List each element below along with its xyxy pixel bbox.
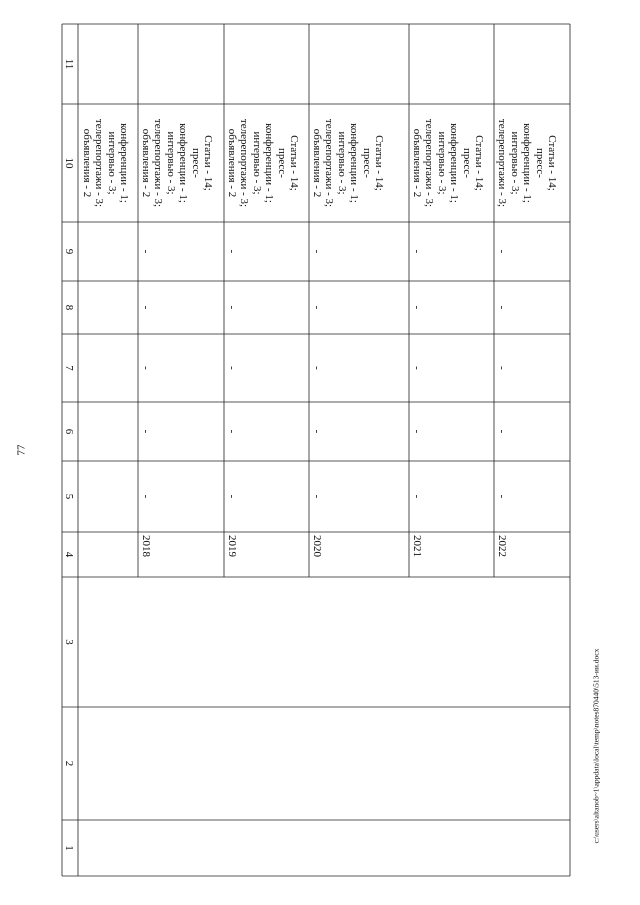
column-header-9: 9	[63, 248, 75, 255]
cell-col-10	[311, 106, 385, 220]
cell-col-10-line: телерепортажи - 3;	[496, 118, 509, 208]
year-label: 2019	[226, 535, 238, 557]
year-label: 2021	[411, 535, 423, 557]
page-number: 77	[15, 444, 28, 456]
column-header-10: 10	[63, 157, 75, 169]
cell-col-10-line: конференции - 1;	[117, 123, 130, 203]
cell-col-10-line: телерепортажи - 3;	[92, 118, 105, 208]
cell-col-10-line: объявления - 2	[411, 128, 424, 198]
cell-col-8: -	[411, 305, 423, 310]
cell-col-8: -	[311, 305, 323, 310]
cell-col-5: -	[140, 494, 152, 499]
cell-col-10	[80, 106, 130, 220]
cell-col-10-line: телерепортажи - 3;	[323, 118, 336, 208]
cell-col-10-line: телерепортажи - 3;	[152, 118, 165, 208]
cell-col-10-line: интервью - 3;	[105, 131, 118, 195]
column-header-6: 6	[63, 428, 75, 435]
column-header-7: 7	[63, 365, 75, 371]
cell-col-10-line: телерепортажи - 3;	[238, 118, 251, 208]
cell-col-7: -	[311, 366, 323, 370]
cell-col-8: -	[226, 305, 238, 310]
cell-col-10-line: объявления - 2	[226, 128, 239, 198]
cell-col-10-line: интервью - 3;	[508, 131, 521, 195]
cell-col-10-line: конференции - 1;	[263, 123, 276, 203]
cell-col-10-line: конференции - 1;	[448, 123, 461, 203]
cell-col-10-line: конференции - 1;	[177, 123, 190, 203]
cell-col-6: -	[311, 429, 323, 434]
cell-col-8: -	[496, 305, 508, 310]
cell-col-5: -	[496, 494, 508, 499]
cell-col-5: -	[411, 494, 423, 499]
cell-col-9: -	[226, 249, 238, 254]
cell-col-6: -	[496, 429, 508, 434]
cell-col-7: -	[140, 366, 152, 370]
cell-col-10	[411, 106, 485, 220]
cell-col-6: -	[140, 429, 152, 434]
year-label: 2020	[311, 535, 323, 557]
cell-col-10-line: Статьи - 14;	[202, 135, 215, 191]
cell-col-8: -	[140, 305, 152, 310]
column-header-5: 5	[63, 493, 75, 500]
cell-col-10-line: объявления - 2	[140, 128, 153, 198]
cell-col-7: -	[411, 366, 423, 370]
cell-col-10-line: интервью - 3;	[336, 131, 349, 195]
cell-col-7: -	[496, 366, 508, 370]
cell-col-10-line: конференции - 1;	[348, 123, 361, 203]
cell-col-9: -	[496, 249, 508, 254]
cell-col-10-line: конференции - 1;	[521, 123, 534, 203]
cell-col-10-line: интервью - 3;	[251, 131, 264, 195]
cell-col-6: -	[226, 429, 238, 434]
column-header-1: 1	[63, 845, 75, 851]
cell-col-5: -	[226, 494, 238, 499]
column-header-4: 4	[63, 551, 75, 558]
cell-col-10-line: телерепортажи - 3;	[423, 118, 436, 208]
cell-col-6: -	[411, 429, 423, 434]
cell-col-10	[226, 106, 300, 220]
cell-col-10	[496, 106, 558, 220]
cell-col-10-line: пресс-	[360, 148, 373, 178]
cell-col-7: -	[226, 366, 238, 370]
column-header-11: 11	[63, 58, 75, 70]
cell-col-10-line: Статьи - 14;	[473, 135, 486, 191]
cell-col-10-line: интервью - 3;	[436, 131, 449, 195]
cell-col-5: -	[311, 494, 323, 499]
cell-col-10-line: пресс-	[275, 148, 288, 178]
cell-col-10-line: Статьи - 14;	[288, 135, 301, 191]
year-label: 2018	[140, 535, 152, 557]
column-header-2: 2	[63, 760, 75, 767]
cell-col-10-line: пресс-	[189, 148, 202, 178]
cell-col-10-line: объявления - 2	[80, 128, 93, 198]
cell-col-10-line: Статьи - 14;	[546, 135, 558, 191]
cell-col-10-line: интервью - 3;	[165, 131, 178, 195]
year-label: 2022	[496, 535, 508, 557]
cell-col-9: -	[311, 249, 323, 254]
column-header-8: 8	[63, 304, 75, 311]
cell-col-10-line: Статьи - 14;	[373, 135, 386, 191]
cell-col-9: -	[411, 249, 423, 254]
cell-col-10-line: пресс-	[533, 148, 546, 178]
cell-col-9: -	[140, 249, 152, 254]
footer-file-path: c:\users\altanob~1\appdata\local\temp\notes870440\513-ии.docx	[591, 648, 601, 844]
cell-col-10	[140, 106, 214, 220]
cell-col-10-line: объявления - 2	[311, 128, 324, 198]
cell-col-10-line: пресс-	[460, 148, 473, 178]
column-header-3: 3	[63, 639, 75, 645]
